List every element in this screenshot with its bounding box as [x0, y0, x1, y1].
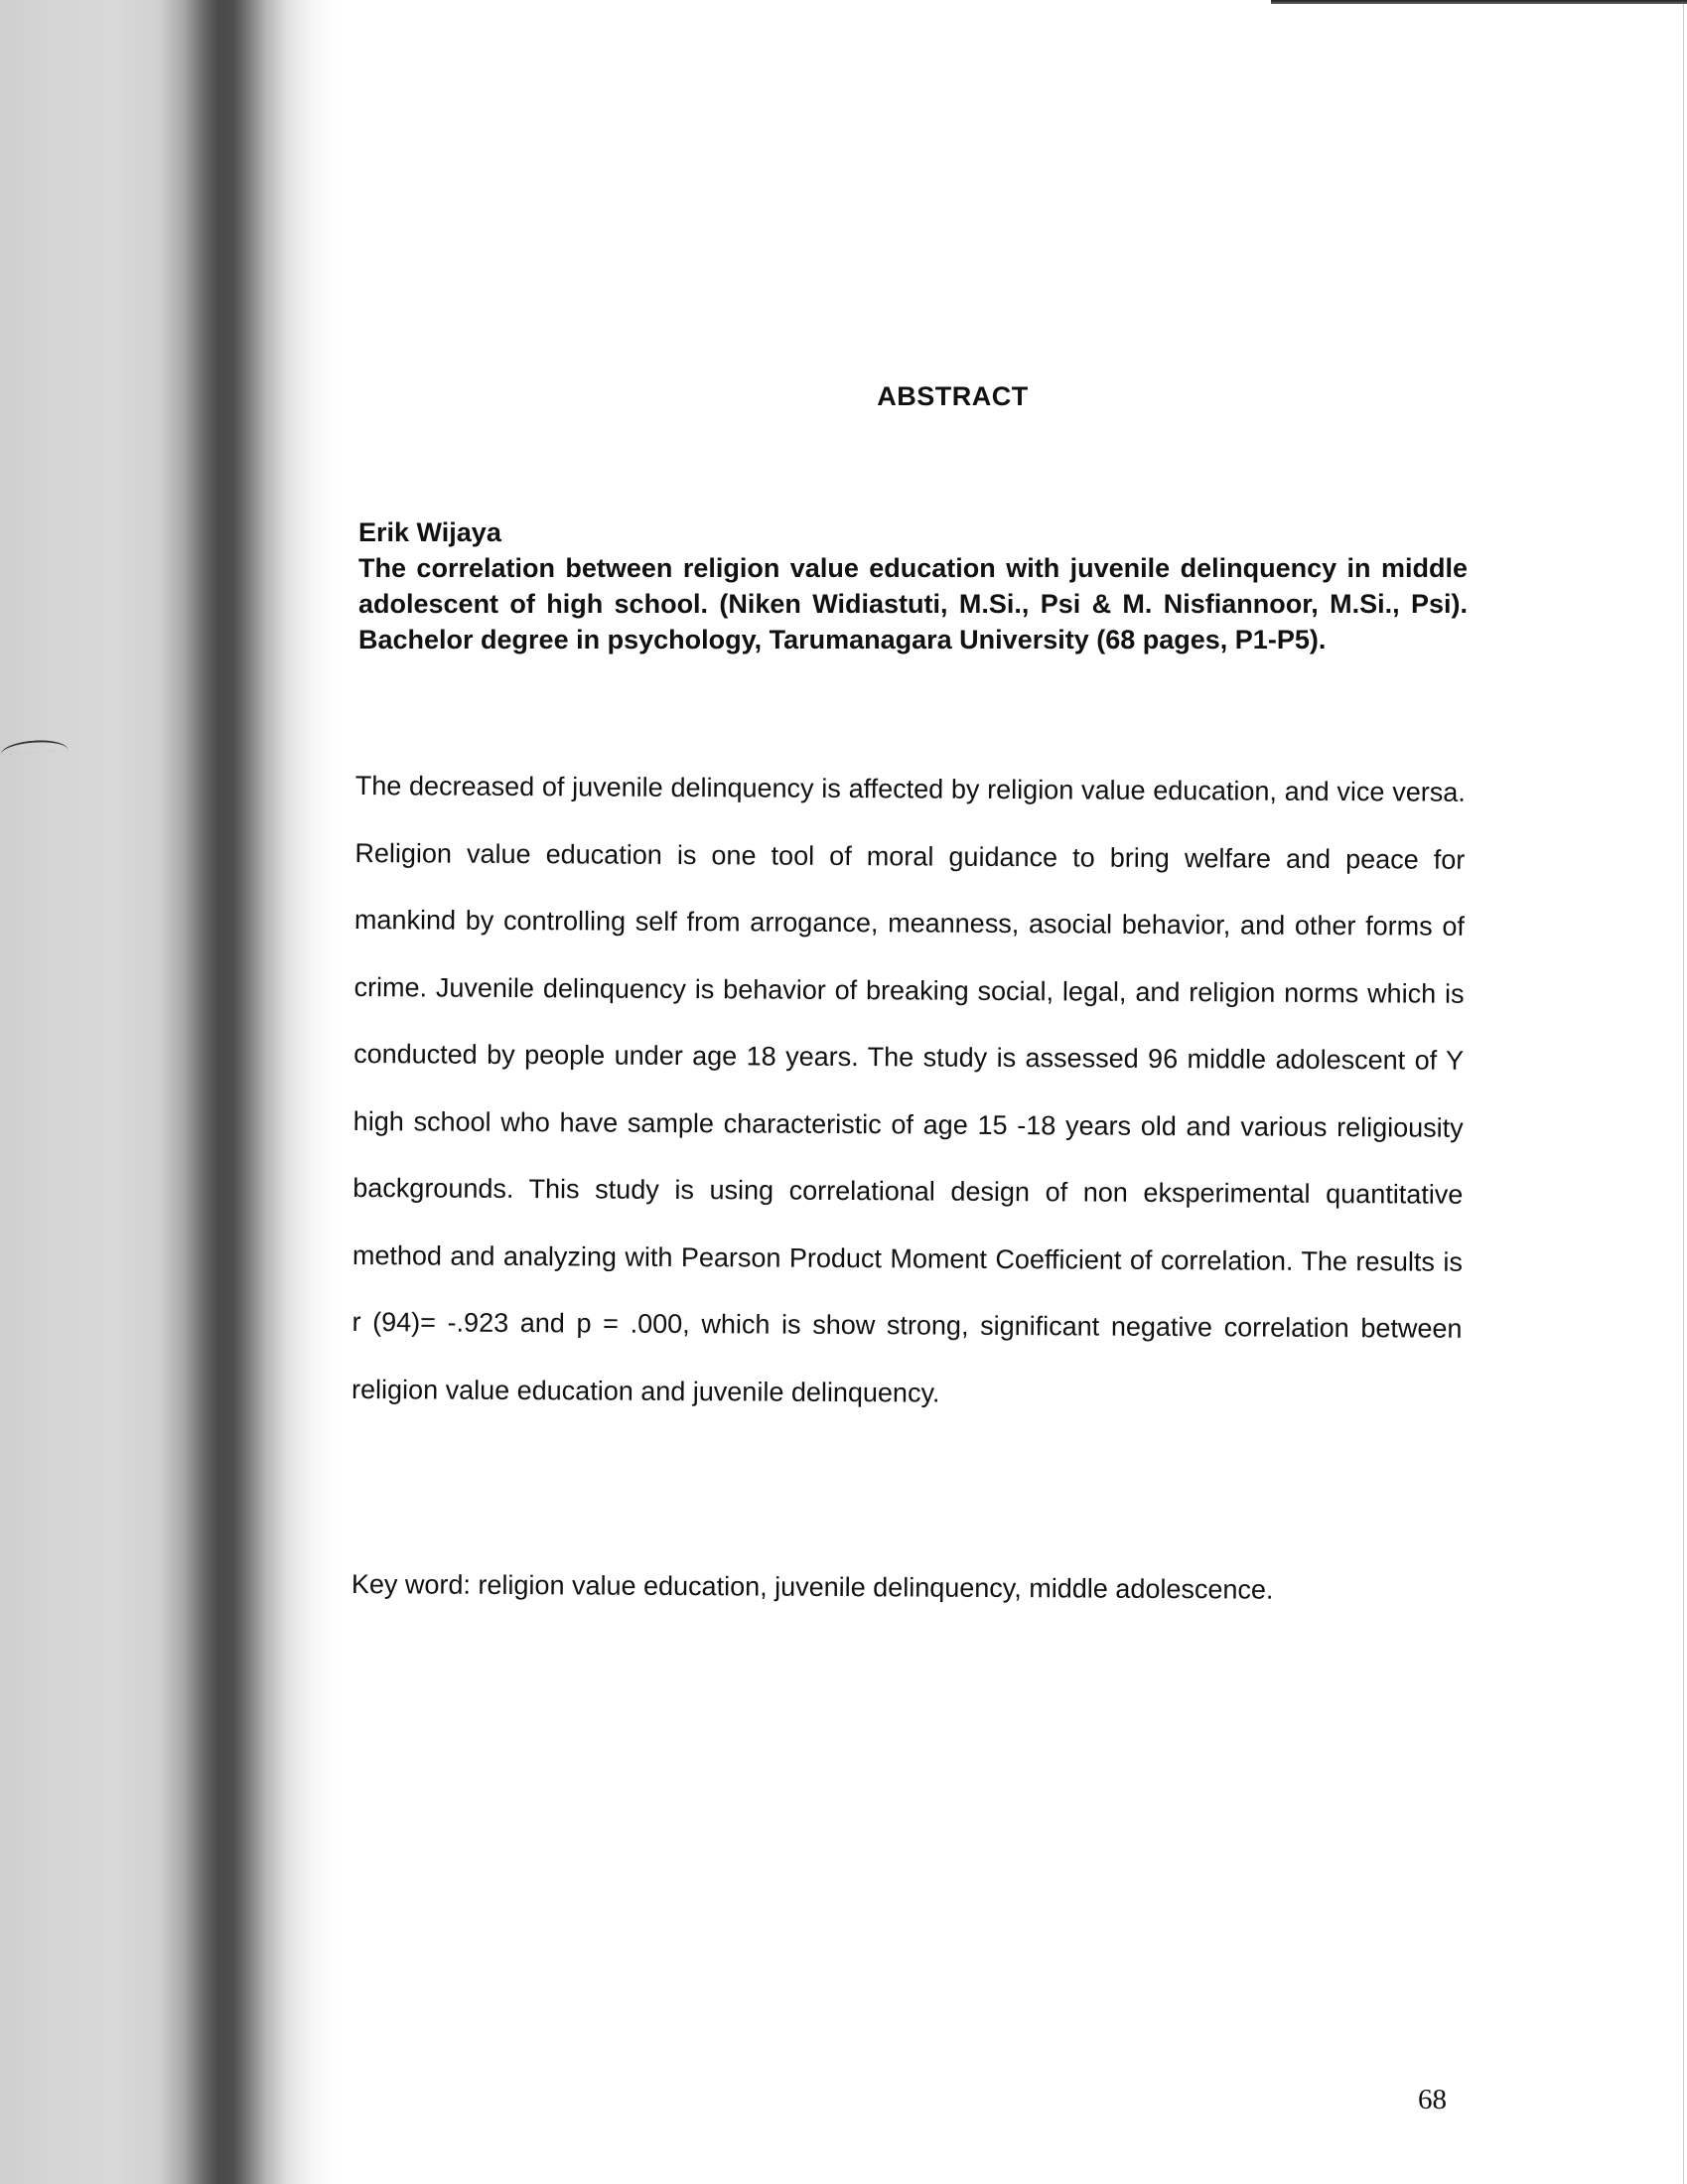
keywords-list: religion value education, juvenile delinquency, middle adolescence. [470, 1569, 1274, 1605]
page-number: 68 [1418, 2084, 1447, 2115]
keywords-line [351, 1569, 1274, 1606]
thesis-citation: The correlation between religion value education with juvenile delinquency in middle adolescent of high school. (Niken Widiastuti, M.Si., Psi & M. Nisfiannoor, M.Si., Psi). Bachelor degree in psychology, Tarumanagara University (68 pages, P1-P5). [358, 553, 1468, 655]
page-top-edge [1271, 0, 1687, 4]
abstract-header [358, 514, 1468, 657]
abstract-title: ABSTRACT [877, 381, 1029, 411]
keywords-label: Key word: [351, 1569, 472, 1600]
page-right-edge [1683, 4, 1684, 2184]
author-name: Erik Wijaya [358, 517, 501, 547]
binding-shadow [0, 0, 338, 2184]
abstract-body: The decreased of juvenile delinquency is affected by religion value education, and vice versa. Religion value education is one tool of moral guidance to bring welfare and peace for mankind by controlling self from arrogance, meanness, asocial behavior, and other forms of crime. Juvenile delinquency is behavior of breaking social, legal, and religion norms which is conducted by people under age 18 years. The study is assessed 96 middle adolescent of Y high school who have sample characteristic of age 15 -18 years old and various religiousity backgrounds. This study is using correlational design of non eksperimental quantitative method and analyzing with Pearson Product Moment Coefficient of correlation. The results is r (94)= -.923 and p = .000, which is show strong, significant negative correlation between religion value education and juvenile delinquency. [351, 770, 1466, 1408]
